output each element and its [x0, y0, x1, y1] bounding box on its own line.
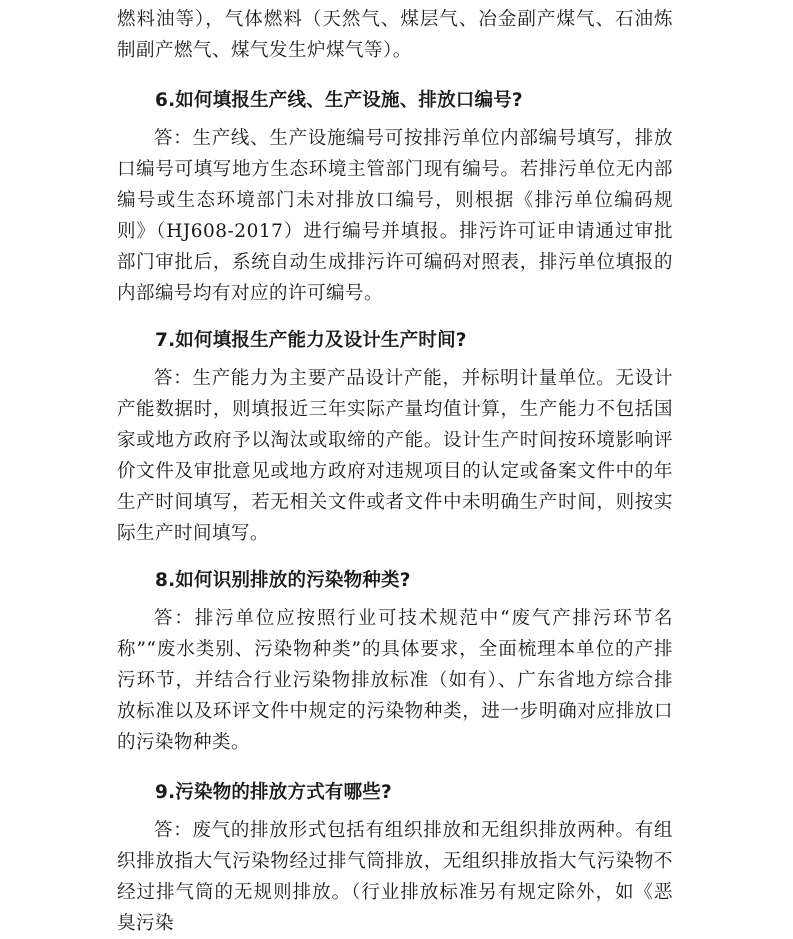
intro-paragraph: 燃料油等），气体燃料（天然气、煤层气、冶金副产煤气、石油炼制副产燃气、煤气发生炉煤气等）。: [117, 9, 673, 61]
section-6-body: 答：生产线、生产设施编号可按排污单位内部编号填写，排放口编号可填写地方生态环境主管部门现有编号。若排污单位无内部编号或生态环境部门未对排放口编号，则根据《排污单位编码规则》（HJ608-2017）进行编号并填报。排污许可证申请通过审批部门审批后，系统自动生成排污许可编码对照表，排污单位填报的内部编号均有对应的许可编号。: [117, 128, 673, 304]
section-7-heading: 7.如何填报生产能力及设计生产时间?: [155, 330, 467, 351]
section-8-heading: 8.如何识别排放的污染物种类?: [155, 570, 411, 591]
section-9-heading: 9.污染物的排放方式有哪些?: [155, 782, 392, 803]
section-9-body: 答：废气的排放形式包括有组织排放和无组织排放两种。有组织排放指大气污染物经过排气筒排放，无组织排放指大气污染物不经过排气筒的无规则排放。（行业排放标准另有规定除外，如《恶臭污染: [117, 820, 673, 934]
section-8-body: 答：排污单位应按照行业可技术规范中“废气产排污环节名称”“废水类别、污染物种类”的具体要求，全面梳理本单位的产排污环节，并结合行业污染物排放标准（如有）、广东省地方综合排放标准以及环评文件中规定的污染物种类，进一步明确对应排放口的污染物种类。: [117, 608, 673, 753]
section-7-body: 答：生产能力为主要产品设计产能，并标明计量单位。无设计产能数据时，则填报近三年实际产量均值计算，生产能力不包括国家或地方政府予以淘汰或取缔的产能。设计生产时间按环境影响评价文件及审批意见或地方政府对违规项目的认定或备案文件中的年生产时间填写，若无相关文件或者文件中未明确生产时间，则按实际生产时间填写。: [117, 368, 673, 544]
section-6-heading: 6.如何填报生产线、生产设施、排放口编号?: [155, 90, 523, 111]
